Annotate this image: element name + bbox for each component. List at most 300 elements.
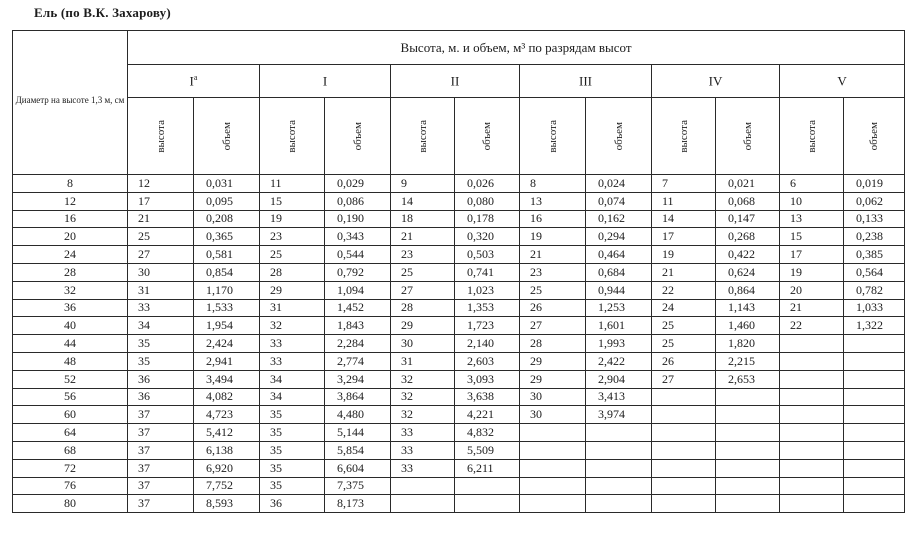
height-subheader-text: высота — [416, 119, 429, 153]
height-cell: 23 — [260, 228, 325, 246]
volume-subheader — [716, 98, 780, 175]
height-cell: 30 — [128, 263, 194, 281]
volume-cell: 1,452 — [325, 299, 391, 317]
height-cell: 25 — [128, 228, 194, 246]
diameter-cell: 32 — [13, 281, 128, 299]
height-cell: 25 — [520, 281, 586, 299]
height-cell: 29 — [260, 281, 325, 299]
height-cell: 32 — [391, 370, 455, 388]
volume-cell — [586, 441, 652, 459]
height-cell: 33 — [391, 424, 455, 442]
height-cell: 14 — [391, 192, 455, 210]
height-subheader — [260, 98, 325, 175]
height-cell: 8 — [520, 175, 586, 193]
height-subheader-text: высота — [805, 119, 818, 153]
volume-cell: 1,023 — [455, 281, 520, 299]
height-cell: 27 — [391, 281, 455, 299]
height-cell: 33 — [391, 441, 455, 459]
volume-cell: 0,178 — [455, 210, 520, 228]
height-cell: 6 — [780, 175, 844, 193]
volume-cell: 0,190 — [325, 210, 391, 228]
height-cell — [652, 495, 716, 513]
volume-cell: 0,021 — [716, 175, 780, 193]
height-cell — [652, 388, 716, 406]
volume-cell — [844, 477, 905, 495]
volume-cell: 1,253 — [586, 299, 652, 317]
height-cell: 37 — [128, 441, 194, 459]
volume-cell — [716, 406, 780, 424]
volume-cell — [716, 477, 780, 495]
height-cell — [780, 441, 844, 459]
volume-cell: 2,941 — [194, 352, 260, 370]
volume-subheader — [455, 98, 520, 175]
volume-cell — [844, 335, 905, 353]
height-cell — [520, 495, 586, 513]
volume-cell: 0,624 — [716, 263, 780, 281]
volume-cell: 0,365 — [194, 228, 260, 246]
main-header-text: Высота, м. и объем, м³ по разрядам высот — [400, 39, 632, 55]
volume-cell: 0,024 — [586, 175, 652, 193]
volume-cell: 2,424 — [194, 335, 260, 353]
volume-subheader — [194, 98, 260, 175]
volume-cell: 0,095 — [194, 192, 260, 210]
diameter-cell: 80 — [13, 495, 128, 513]
height-subheader — [391, 98, 455, 175]
volume-cell: 0,133 — [844, 210, 905, 228]
height-cell — [780, 388, 844, 406]
height-cell: 16 — [520, 210, 586, 228]
diameter-cell: 76 — [13, 477, 128, 495]
volume-cell: 1,170 — [194, 281, 260, 299]
height-cell: 27 — [128, 246, 194, 264]
height-cell — [391, 495, 455, 513]
height-cell: 36 — [260, 495, 325, 513]
diameter-cell: 16 — [13, 210, 128, 228]
volume-subheader — [325, 98, 391, 175]
height-cell: 37 — [128, 459, 194, 477]
height-subheader-text: высота — [546, 119, 559, 153]
height-cell: 30 — [520, 388, 586, 406]
height-cell — [520, 459, 586, 477]
volume-cell: 0,792 — [325, 263, 391, 281]
height-cell: 35 — [128, 335, 194, 353]
main-header — [128, 31, 905, 65]
height-class-6 — [780, 65, 905, 98]
height-cell: 15 — [260, 192, 325, 210]
height-cell: 11 — [652, 192, 716, 210]
volume-cell: 0,343 — [325, 228, 391, 246]
height-cell: 35 — [128, 352, 194, 370]
height-class-3 — [391, 65, 520, 98]
volume-cell: 1,353 — [455, 299, 520, 317]
height-cell: 18 — [391, 210, 455, 228]
height-cell: 37 — [128, 495, 194, 513]
volume-cell: 6,604 — [325, 459, 391, 477]
height-subheader-text: высота — [154, 119, 167, 153]
height-cell: 24 — [652, 299, 716, 317]
height-class-4 — [520, 65, 652, 98]
height-class-2 — [260, 65, 391, 98]
volume-cell — [844, 370, 905, 388]
table-body — [13, 175, 905, 513]
volume-subheader-text: объем — [868, 121, 881, 151]
height-cell: 28 — [260, 263, 325, 281]
volume-cell: 4,480 — [325, 406, 391, 424]
volume-cell: 0,320 — [455, 228, 520, 246]
height-cell — [780, 406, 844, 424]
height-cell: 29 — [520, 352, 586, 370]
height-cell — [520, 441, 586, 459]
height-cell: 32 — [391, 388, 455, 406]
height-cell: 27 — [520, 317, 586, 335]
volume-cell: 0,782 — [844, 281, 905, 299]
volume-cell: 1,322 — [844, 317, 905, 335]
volume-cell: 0,294 — [586, 228, 652, 246]
volume-cell: 1,601 — [586, 317, 652, 335]
height-cell: 31 — [391, 352, 455, 370]
height-cell: 21 — [520, 246, 586, 264]
spruce-volume-table — [12, 30, 905, 513]
height-cell: 21 — [780, 299, 844, 317]
height-cell: 29 — [391, 317, 455, 335]
height-cell — [520, 424, 586, 442]
table-row — [13, 246, 905, 264]
table-row — [13, 441, 905, 459]
height-cell — [780, 495, 844, 513]
volume-cell: 0,464 — [586, 246, 652, 264]
height-cell — [652, 424, 716, 442]
volume-cell — [844, 388, 905, 406]
height-cell — [780, 459, 844, 477]
height-cell: 19 — [520, 228, 586, 246]
volume-cell: 0,019 — [844, 175, 905, 193]
volume-cell: 0,080 — [455, 192, 520, 210]
subheader-row — [13, 98, 905, 175]
height-cell: 14 — [652, 210, 716, 228]
height-cell: 25 — [391, 263, 455, 281]
volume-cell: 0,068 — [716, 192, 780, 210]
volume-cell — [455, 495, 520, 513]
volume-cell: 0,062 — [844, 192, 905, 210]
volume-cell — [716, 424, 780, 442]
volume-cell: 1,533 — [194, 299, 260, 317]
volume-cell: 1,843 — [325, 317, 391, 335]
diameter-cell: 20 — [13, 228, 128, 246]
volume-cell: 3,494 — [194, 370, 260, 388]
height-cell: 23 — [391, 246, 455, 264]
height-cell: 37 — [128, 406, 194, 424]
volume-cell: 3,294 — [325, 370, 391, 388]
volume-cell — [455, 477, 520, 495]
height-cell: 22 — [652, 281, 716, 299]
volume-cell: 0,544 — [325, 246, 391, 264]
volume-cell: 5,854 — [325, 441, 391, 459]
volume-cell: 5,509 — [455, 441, 520, 459]
height-cell: 9 — [391, 175, 455, 193]
volume-subheader-text: объем — [612, 121, 625, 151]
diameter-cell: 12 — [13, 192, 128, 210]
height-cell: 31 — [128, 281, 194, 299]
volume-cell: 0,503 — [455, 246, 520, 264]
table-row — [13, 495, 905, 513]
volume-cell: 0,684 — [586, 263, 652, 281]
volume-cell — [586, 424, 652, 442]
height-cell: 19 — [780, 263, 844, 281]
volume-cell — [844, 459, 905, 477]
volume-cell: 6,920 — [194, 459, 260, 477]
height-cell: 37 — [128, 477, 194, 495]
height-cell — [780, 477, 844, 495]
height-cell: 31 — [260, 299, 325, 317]
volume-cell: 1,460 — [716, 317, 780, 335]
volume-subheader-text: объем — [481, 121, 493, 151]
volume-cell — [844, 352, 905, 370]
volume-cell: 2,904 — [586, 370, 652, 388]
volume-cell: 0,581 — [194, 246, 260, 264]
table-row — [13, 388, 905, 406]
height-cell — [780, 335, 844, 353]
height-subheader-text: высота — [286, 119, 298, 153]
height-cell: 35 — [260, 406, 325, 424]
volume-cell: 5,144 — [325, 424, 391, 442]
volume-cell — [716, 388, 780, 406]
diameter-cell: 56 — [13, 388, 128, 406]
volume-cell: 0,147 — [716, 210, 780, 228]
diameter-cell: 28 — [13, 263, 128, 281]
height-cell: 35 — [260, 459, 325, 477]
height-subheader — [652, 98, 716, 175]
height-cell: 33 — [128, 299, 194, 317]
height-cell: 34 — [260, 388, 325, 406]
height-cell: 35 — [260, 424, 325, 442]
volume-cell: 0,422 — [716, 246, 780, 264]
height-cell: 30 — [391, 335, 455, 353]
volume-subheader-text: объем — [351, 121, 364, 151]
table-row — [13, 281, 905, 299]
height-cell: 17 — [780, 246, 844, 264]
height-cell: 32 — [260, 317, 325, 335]
table-row — [13, 352, 905, 370]
volume-cell: 4,723 — [194, 406, 260, 424]
volume-cell: 0,385 — [844, 246, 905, 264]
height-cell: 26 — [652, 352, 716, 370]
diameter-cell: 60 — [13, 406, 128, 424]
table-row — [13, 335, 905, 353]
table-row — [13, 192, 905, 210]
volume-cell: 3,864 — [325, 388, 391, 406]
volume-cell: 0,741 — [455, 263, 520, 281]
height-cell — [652, 459, 716, 477]
height-cell: 20 — [780, 281, 844, 299]
height-cell: 28 — [520, 335, 586, 353]
height-cell: 33 — [260, 335, 325, 353]
height-cell: 36 — [128, 388, 194, 406]
height-cell: 19 — [260, 210, 325, 228]
height-cell: 21 — [391, 228, 455, 246]
height-cell — [652, 406, 716, 424]
height-cell: 29 — [520, 370, 586, 388]
volume-cell: 0,944 — [586, 281, 652, 299]
volume-cell — [586, 459, 652, 477]
table-row — [13, 299, 905, 317]
volume-cell: 0,208 — [194, 210, 260, 228]
table-row — [13, 477, 905, 495]
table-row — [13, 424, 905, 442]
height-class-superscript: а — [193, 72, 198, 82]
volume-subheader-text: объем — [220, 121, 233, 151]
table-row — [13, 210, 905, 228]
height-cell: 32 — [391, 406, 455, 424]
volume-cell — [844, 441, 905, 459]
volume-cell: 0,268 — [716, 228, 780, 246]
volume-cell: 1,820 — [716, 335, 780, 353]
volume-cell: 3,638 — [455, 388, 520, 406]
height-class-5 — [652, 65, 780, 98]
diameter-header: Диаметр на высоте 1,3 м, см — [13, 31, 128, 175]
height-cell: 22 — [780, 317, 844, 335]
volume-cell: 0,031 — [194, 175, 260, 193]
height-class-label: I — [322, 73, 328, 89]
volume-cell: 2,140 — [455, 335, 520, 353]
volume-cell: 5,412 — [194, 424, 260, 442]
volume-cell: 7,752 — [194, 477, 260, 495]
table-row — [13, 175, 905, 193]
volume-cell: 0,162 — [586, 210, 652, 228]
table-row — [13, 459, 905, 477]
height-cell — [652, 477, 716, 495]
height-cell: 13 — [780, 210, 844, 228]
height-cell — [652, 441, 716, 459]
height-cell: 21 — [128, 210, 194, 228]
height-cell: 28 — [391, 299, 455, 317]
table-row — [13, 263, 905, 281]
height-cell: 10 — [780, 192, 844, 210]
height-cell: 7 — [652, 175, 716, 193]
volume-cell: 2,422 — [586, 352, 652, 370]
volume-cell — [586, 477, 652, 495]
volume-cell: 0,564 — [844, 263, 905, 281]
volume-cell: 1,954 — [194, 317, 260, 335]
height-cell: 26 — [520, 299, 586, 317]
height-cell: 15 — [780, 228, 844, 246]
volume-cell: 1,094 — [325, 281, 391, 299]
table-row — [13, 228, 905, 246]
volume-subheader-text: объем — [741, 121, 754, 151]
volume-cell: 3,974 — [586, 406, 652, 424]
volume-cell — [844, 495, 905, 513]
volume-cell: 0,026 — [455, 175, 520, 193]
volume-cell: 2,774 — [325, 352, 391, 370]
diameter-cell: 36 — [13, 299, 128, 317]
height-cell: 35 — [260, 441, 325, 459]
height-subheader-text: высота — [677, 119, 690, 153]
diameter-cell: 52 — [13, 370, 128, 388]
height-cell: 13 — [520, 192, 586, 210]
volume-cell: 6,211 — [455, 459, 520, 477]
volume-subheader — [844, 98, 905, 175]
height-cell: 12 — [128, 175, 194, 193]
height-cell: 21 — [652, 263, 716, 281]
volume-cell: 4,832 — [455, 424, 520, 442]
height-cell: 34 — [260, 370, 325, 388]
diameter-cell: 68 — [13, 441, 128, 459]
height-class-label: III — [579, 73, 592, 89]
height-cell: 25 — [652, 317, 716, 335]
volume-subheader — [586, 98, 652, 175]
document-title: Ель (по В.К. Захарову) — [34, 5, 171, 20]
volume-cell — [716, 459, 780, 477]
diameter-cell: 44 — [13, 335, 128, 353]
height-cell: 33 — [260, 352, 325, 370]
height-cell: 23 — [520, 263, 586, 281]
height-subheader — [520, 98, 586, 175]
volume-cell — [586, 495, 652, 513]
height-class-1 — [128, 65, 260, 98]
diameter-cell: 40 — [13, 317, 128, 335]
volume-cell: 0,864 — [716, 281, 780, 299]
height-cell: 19 — [652, 246, 716, 264]
height-cell — [391, 477, 455, 495]
height-cell: 17 — [652, 228, 716, 246]
volume-cell — [844, 406, 905, 424]
volume-cell: 3,093 — [455, 370, 520, 388]
volume-cell: 0,029 — [325, 175, 391, 193]
table-row — [13, 406, 905, 424]
height-subheader — [780, 98, 844, 175]
height-cell — [780, 352, 844, 370]
volume-cell: 1,723 — [455, 317, 520, 335]
height-cell: 25 — [260, 246, 325, 264]
diameter-cell: 8 — [13, 175, 128, 193]
diameter-cell: 64 — [13, 424, 128, 442]
volume-cell: 4,221 — [455, 406, 520, 424]
volume-cell: 3,413 — [586, 388, 652, 406]
height-cell: 27 — [652, 370, 716, 388]
height-cell: 34 — [128, 317, 194, 335]
volume-cell: 2,215 — [716, 352, 780, 370]
table-row — [13, 317, 905, 335]
diameter-cell: 72 — [13, 459, 128, 477]
height-subheader — [128, 98, 194, 175]
volume-cell: 7,375 — [325, 477, 391, 495]
volume-cell: 1,993 — [586, 335, 652, 353]
height-cell: 35 — [260, 477, 325, 495]
volume-cell — [716, 495, 780, 513]
volume-cell: 1,143 — [716, 299, 780, 317]
height-cell — [780, 370, 844, 388]
height-cell: 11 — [260, 175, 325, 193]
volume-cell: 0,854 — [194, 263, 260, 281]
volume-cell: 2,603 — [455, 352, 520, 370]
height-class-label: II — [450, 73, 460, 89]
volume-cell: 8,593 — [194, 495, 260, 513]
height-cell: 37 — [128, 424, 194, 442]
volume-cell: 1,033 — [844, 299, 905, 317]
volume-cell: 0,074 — [586, 192, 652, 210]
table-row — [13, 370, 905, 388]
height-class-label: V — [837, 73, 847, 89]
volume-cell: 6,138 — [194, 441, 260, 459]
volume-cell: 4,082 — [194, 388, 260, 406]
volume-cell: 0,086 — [325, 192, 391, 210]
volume-cell: 0,238 — [844, 228, 905, 246]
height-cell: 33 — [391, 459, 455, 477]
volume-cell — [844, 424, 905, 442]
volume-cell: 2,653 — [716, 370, 780, 388]
height-cell: 36 — [128, 370, 194, 388]
volume-cell: 2,284 — [325, 335, 391, 353]
height-cell — [520, 477, 586, 495]
